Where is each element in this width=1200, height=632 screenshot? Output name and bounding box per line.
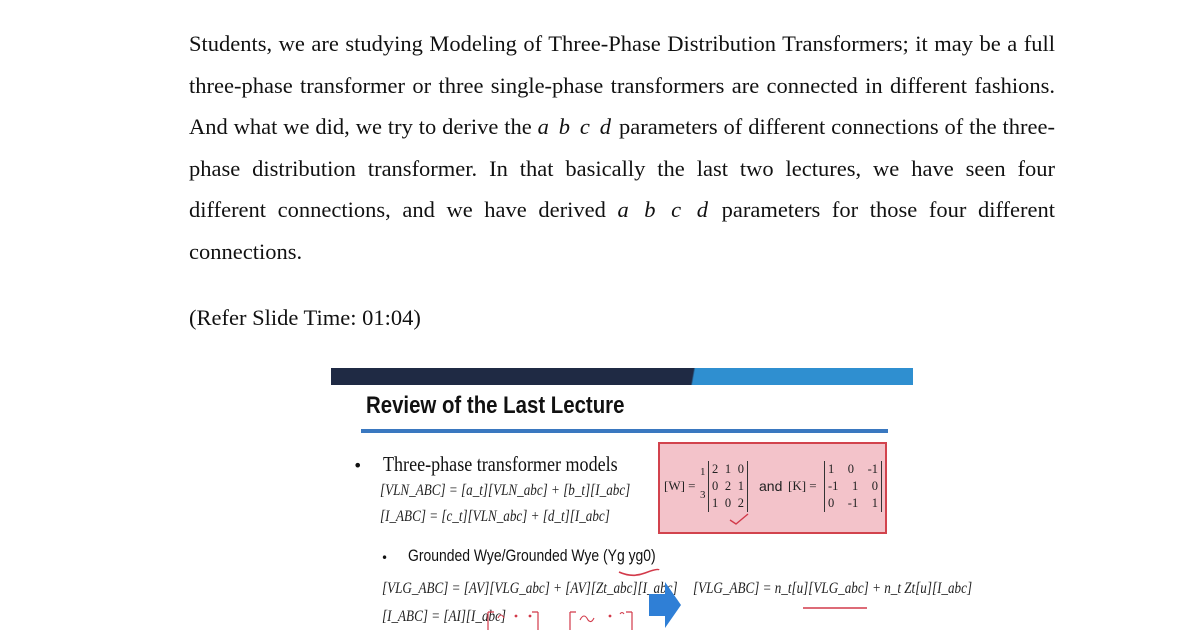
paragraph-part-2: parameters of different connections of the three-phase distribution transformer. In that basically the last two lectures, we have seen four different connections, and we have derived	[189, 114, 1055, 222]
k-matrix: 1 0 -1 -1 1 0 0 -1 1	[824, 461, 882, 512]
paragraph-part-1: Students, we are studying Modeling of Three-Phase Distribution Transformers; it may be a full three-phase transformer or three single-phase transformers are connected in different fashions. And what we did, we try to derive the	[189, 31, 1055, 139]
slide-top-bar	[331, 368, 913, 385]
handwritten-matrix-annotation	[486, 608, 636, 632]
transcript-paragraph	[189, 23, 1055, 272]
equation-vlg-right: [VLG_ABC] = n_t[u][VLG_abc] + n_t Zt[u][I_abc]	[693, 580, 973, 597]
refer-slide-time: (Refer Slide Time: 01:04)	[189, 305, 421, 330]
sub-bullet-grounded-wye: Grounded Wye/Grounded Wye (Yg yg0)	[408, 546, 656, 565]
abcd-symbol: a b c d	[617, 197, 711, 222]
equation-vlg: [VLG_ABC] = [AV][VLG_abc] + [AV][Zt_abc][I_abc]	[382, 580, 678, 597]
red-underline-annotation-right	[801, 604, 871, 612]
paragraph-part-3: parameters for those four different connections.	[189, 197, 1055, 264]
red-underline-annotation	[617, 564, 661, 580]
fraction-denominator: 3	[700, 489, 706, 501]
bullet-three-phase-models: Three-phase transformer models	[383, 452, 618, 476]
lecture-slide-image	[331, 368, 973, 630]
slide-title-rule	[361, 429, 888, 433]
w-matrix: 2 1 0 0 2 1 1 0 2	[708, 461, 748, 512]
k-matrix-label: [K] =	[788, 478, 817, 493]
equation-iabc-ai: [I_ABC] = [AI][I_abc]	[382, 608, 507, 625]
sub-bullet-dot-icon: •	[381, 551, 389, 565]
and-label: and	[759, 478, 783, 494]
slide-title: Review of the Last Lecture	[366, 392, 625, 419]
red-checkmark-annotation	[728, 512, 750, 526]
fraction-numerator: 1	[700, 466, 706, 478]
right-arrow-icon	[647, 580, 683, 630]
abcd-symbol: a b c d	[537, 114, 614, 139]
bullet-dot-icon: •	[353, 456, 363, 475]
equation-vln: [VLN_ABC] = [a_t][VLN_abc] + [b_t][I_abc]	[380, 482, 631, 499]
w-matrix-label: [W] =	[664, 478, 696, 493]
equation-iabc: [I_ABC] = [c_t][VLN_abc] + [d_t][I_abc]	[380, 508, 610, 525]
transformation-matrices-box	[658, 442, 887, 534]
